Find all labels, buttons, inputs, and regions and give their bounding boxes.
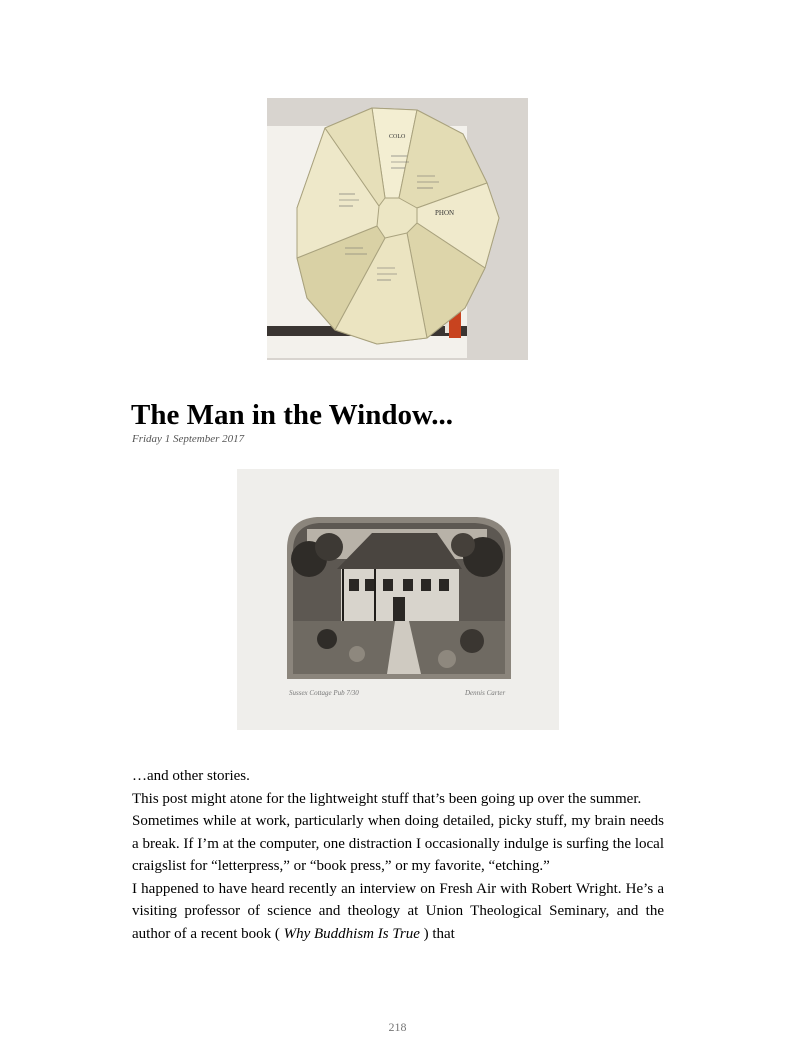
- page-number: 218: [388, 1020, 407, 1034]
- etching-pencil-title: Sussex Cottage Pub 7/30: [289, 689, 359, 697]
- body-text: I happened to have heard recently an interview on Fresh Air with Robert Wright. He’s a visiting professor of science and theology at Union Theological Seminary, and the author of a recent book (: [132, 880, 664, 942]
- post-body: [132, 765, 664, 945]
- post-title: The Man in the Window...: [131, 399, 454, 431]
- book-title: Why Buddhism Is True: [283, 925, 420, 942]
- colophon-right-text: PHON: [435, 209, 455, 217]
- colophon-top-text: COLO: [389, 134, 406, 140]
- body-text: ) that: [423, 925, 455, 942]
- body-paragraph: This post might atone for the lightweight stuff that’s been going up over the summer.: [132, 790, 642, 807]
- body-paragraph: …and other stories.: [132, 768, 250, 784]
- body-paragraph: [132, 878, 664, 946]
- etching-pencil-signature: Dennis Carter: [465, 689, 506, 697]
- etching-photo: [237, 469, 559, 730]
- body-paragraph: Sometimes while at work, particularly when doing detailed, picky stuff, my brain needs a break. If I’m at the computer, one distraction I occasionally indulge is surfing the local craigslist for “letterpress,” or “book press,” or my favorite, “etching.”: [132, 813, 664, 874]
- colophon-photo: [267, 98, 528, 360]
- post-date: Friday 1 September 2017: [132, 433, 245, 445]
